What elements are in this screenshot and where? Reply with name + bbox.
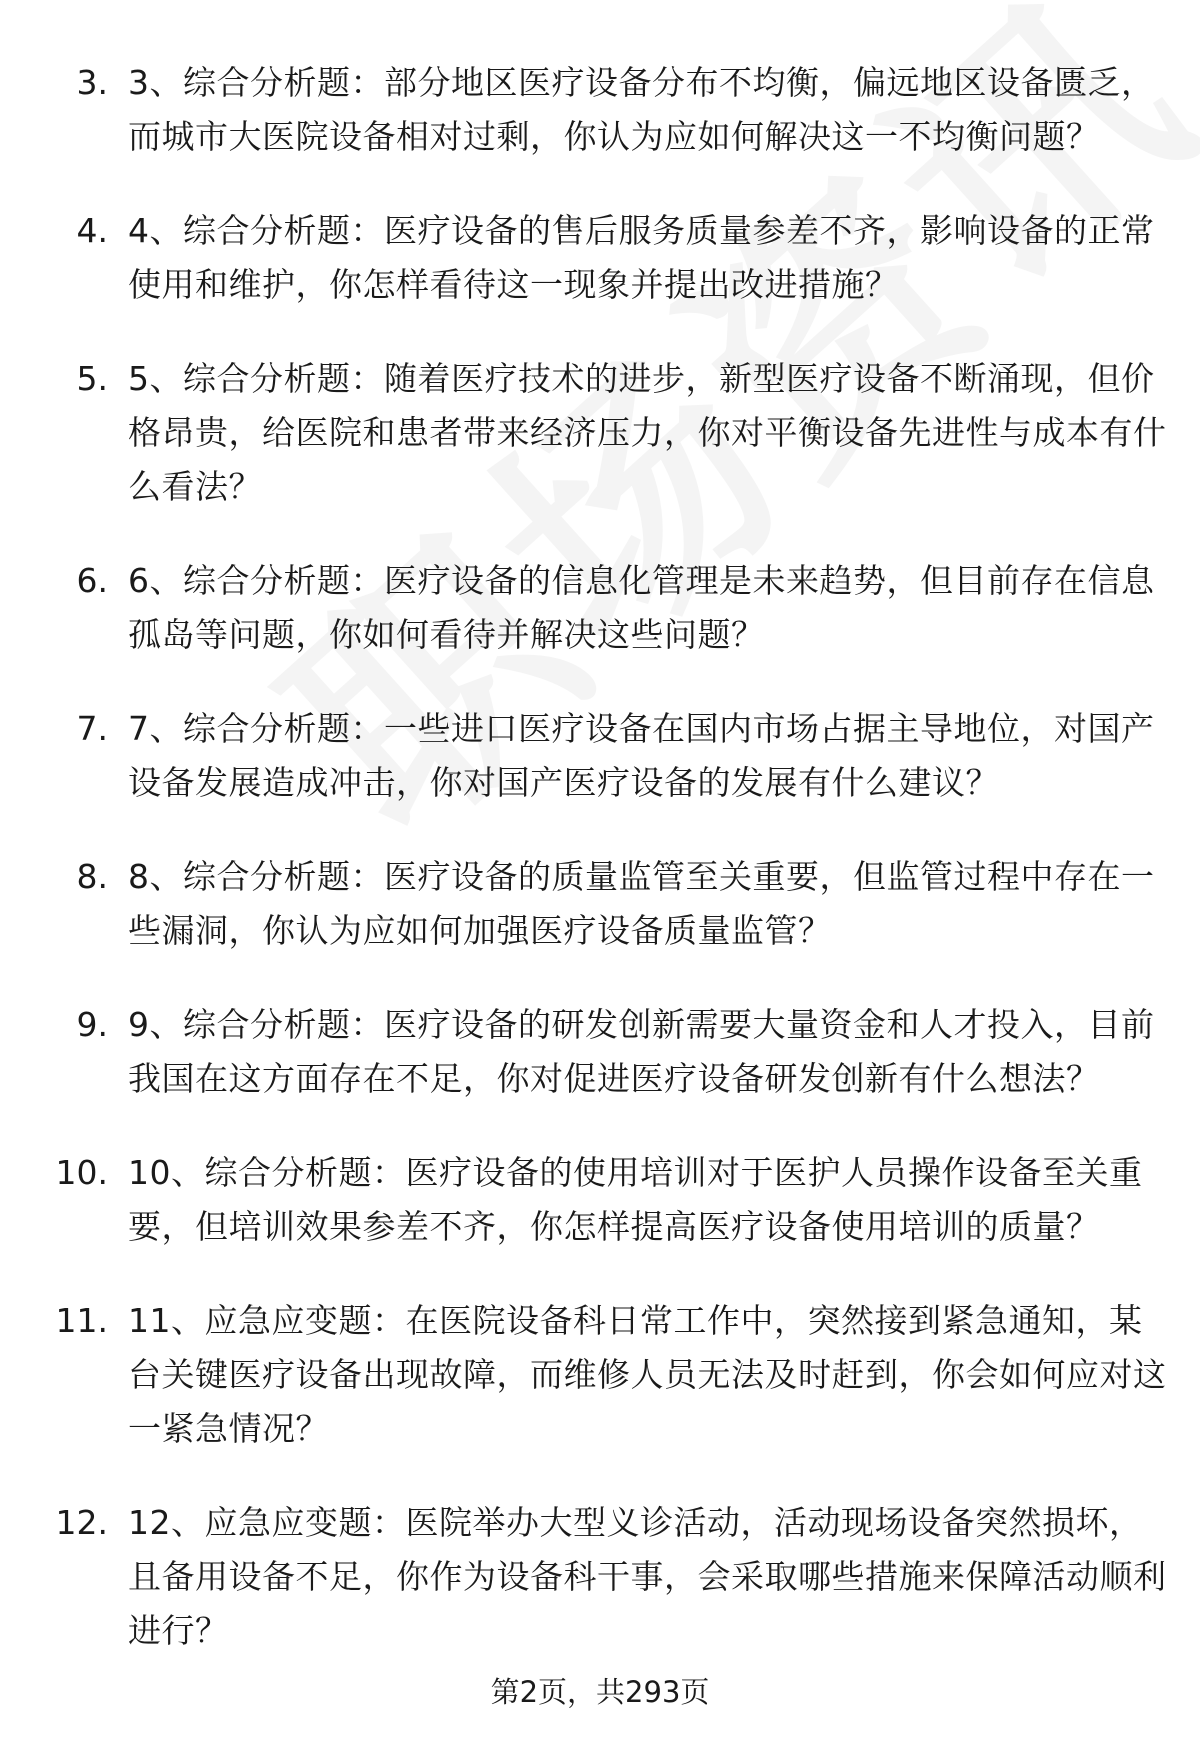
question-item (0, 850, 1200, 958)
question-text: 12、应急应变题：医院举办大型义诊活动，活动现场设备突然损坏，且备用设备不足，你作为设备科干事，会采取哪些措施来保障活动顺利进行？ (128, 1503, 1167, 1650)
question-number: 4. (76, 211, 108, 250)
question-item (0, 1146, 1200, 1254)
page-footer (0, 1672, 1200, 1712)
question-text: 11、应急应变题：在医院设备科日常工作中，突然接到紧急通知，某台关键医疗设备出现故障，而维修人员无法及时赶到，你会如何应对这一紧急情况？ (128, 1301, 1167, 1448)
question-list (0, 56, 1200, 1698)
question-number: 3. (76, 63, 108, 102)
question-text: 3、综合分析题：部分地区医疗设备分布不均衡，偏远地区设备匮乏，而城市大医院设备相对过剩，你认为应如何解决这一不均衡问题？ (128, 63, 1155, 156)
question-number: 7. (76, 709, 108, 748)
question-item (0, 1294, 1200, 1456)
question-number: 6. (76, 561, 108, 600)
question-item (0, 56, 1200, 164)
question-number: 5. (76, 359, 108, 398)
question-text: 10、综合分析题：医疗设备的使用培训对于医护人员操作设备至关重要，但培训效果参差不齐，你怎样提高医疗设备使用培训的质量？ (128, 1153, 1143, 1246)
question-item (0, 702, 1200, 810)
question-number: 9. (76, 1005, 108, 1044)
question-item (0, 204, 1200, 312)
question-item (0, 352, 1200, 514)
question-text: 6、综合分析题：医疗设备的信息化管理是未来趋势，但目前存在信息孤岛等问题，你如何看待并解决这些问题？ (128, 561, 1155, 654)
question-number: 10. (55, 1153, 108, 1192)
question-text: 9、综合分析题：医疗设备的研发创新需要大量资金和人才投入，目前我国在这方面存在不足，你对促进医疗设备研发创新有什么想法？ (128, 1005, 1155, 1098)
question-number: 11. (55, 1301, 108, 1340)
question-text: 5、综合分析题：随着医疗技术的进步，新型医疗设备不断涌现，但价格昂贵，给医院和患者带来经济压力，你对平衡设备先进性与成本有什么看法？ (128, 359, 1167, 506)
question-number: 8. (76, 857, 108, 896)
question-number: 12. (55, 1503, 108, 1542)
question-item (0, 998, 1200, 1106)
question-item (0, 554, 1200, 662)
question-item (0, 1496, 1200, 1658)
question-text: 8、综合分析题：医疗设备的质量监管至关重要，但监管过程中存在一些漏洞，你认为应如何加强医疗设备质量监管？ (128, 857, 1155, 950)
question-text: 4、综合分析题：医疗设备的售后服务质量参差不齐，影响设备的正常使用和维护，你怎样看待这一现象并提出改进措施？ (128, 211, 1155, 304)
page-number-label: 第2页，共293页 (490, 1675, 710, 1709)
question-text: 7、综合分析题：一些进口医疗设备在国内市场占据主导地位，对国产设备发展造成冲击，你对国产医疗设备的发展有什么建议？ (128, 709, 1155, 802)
